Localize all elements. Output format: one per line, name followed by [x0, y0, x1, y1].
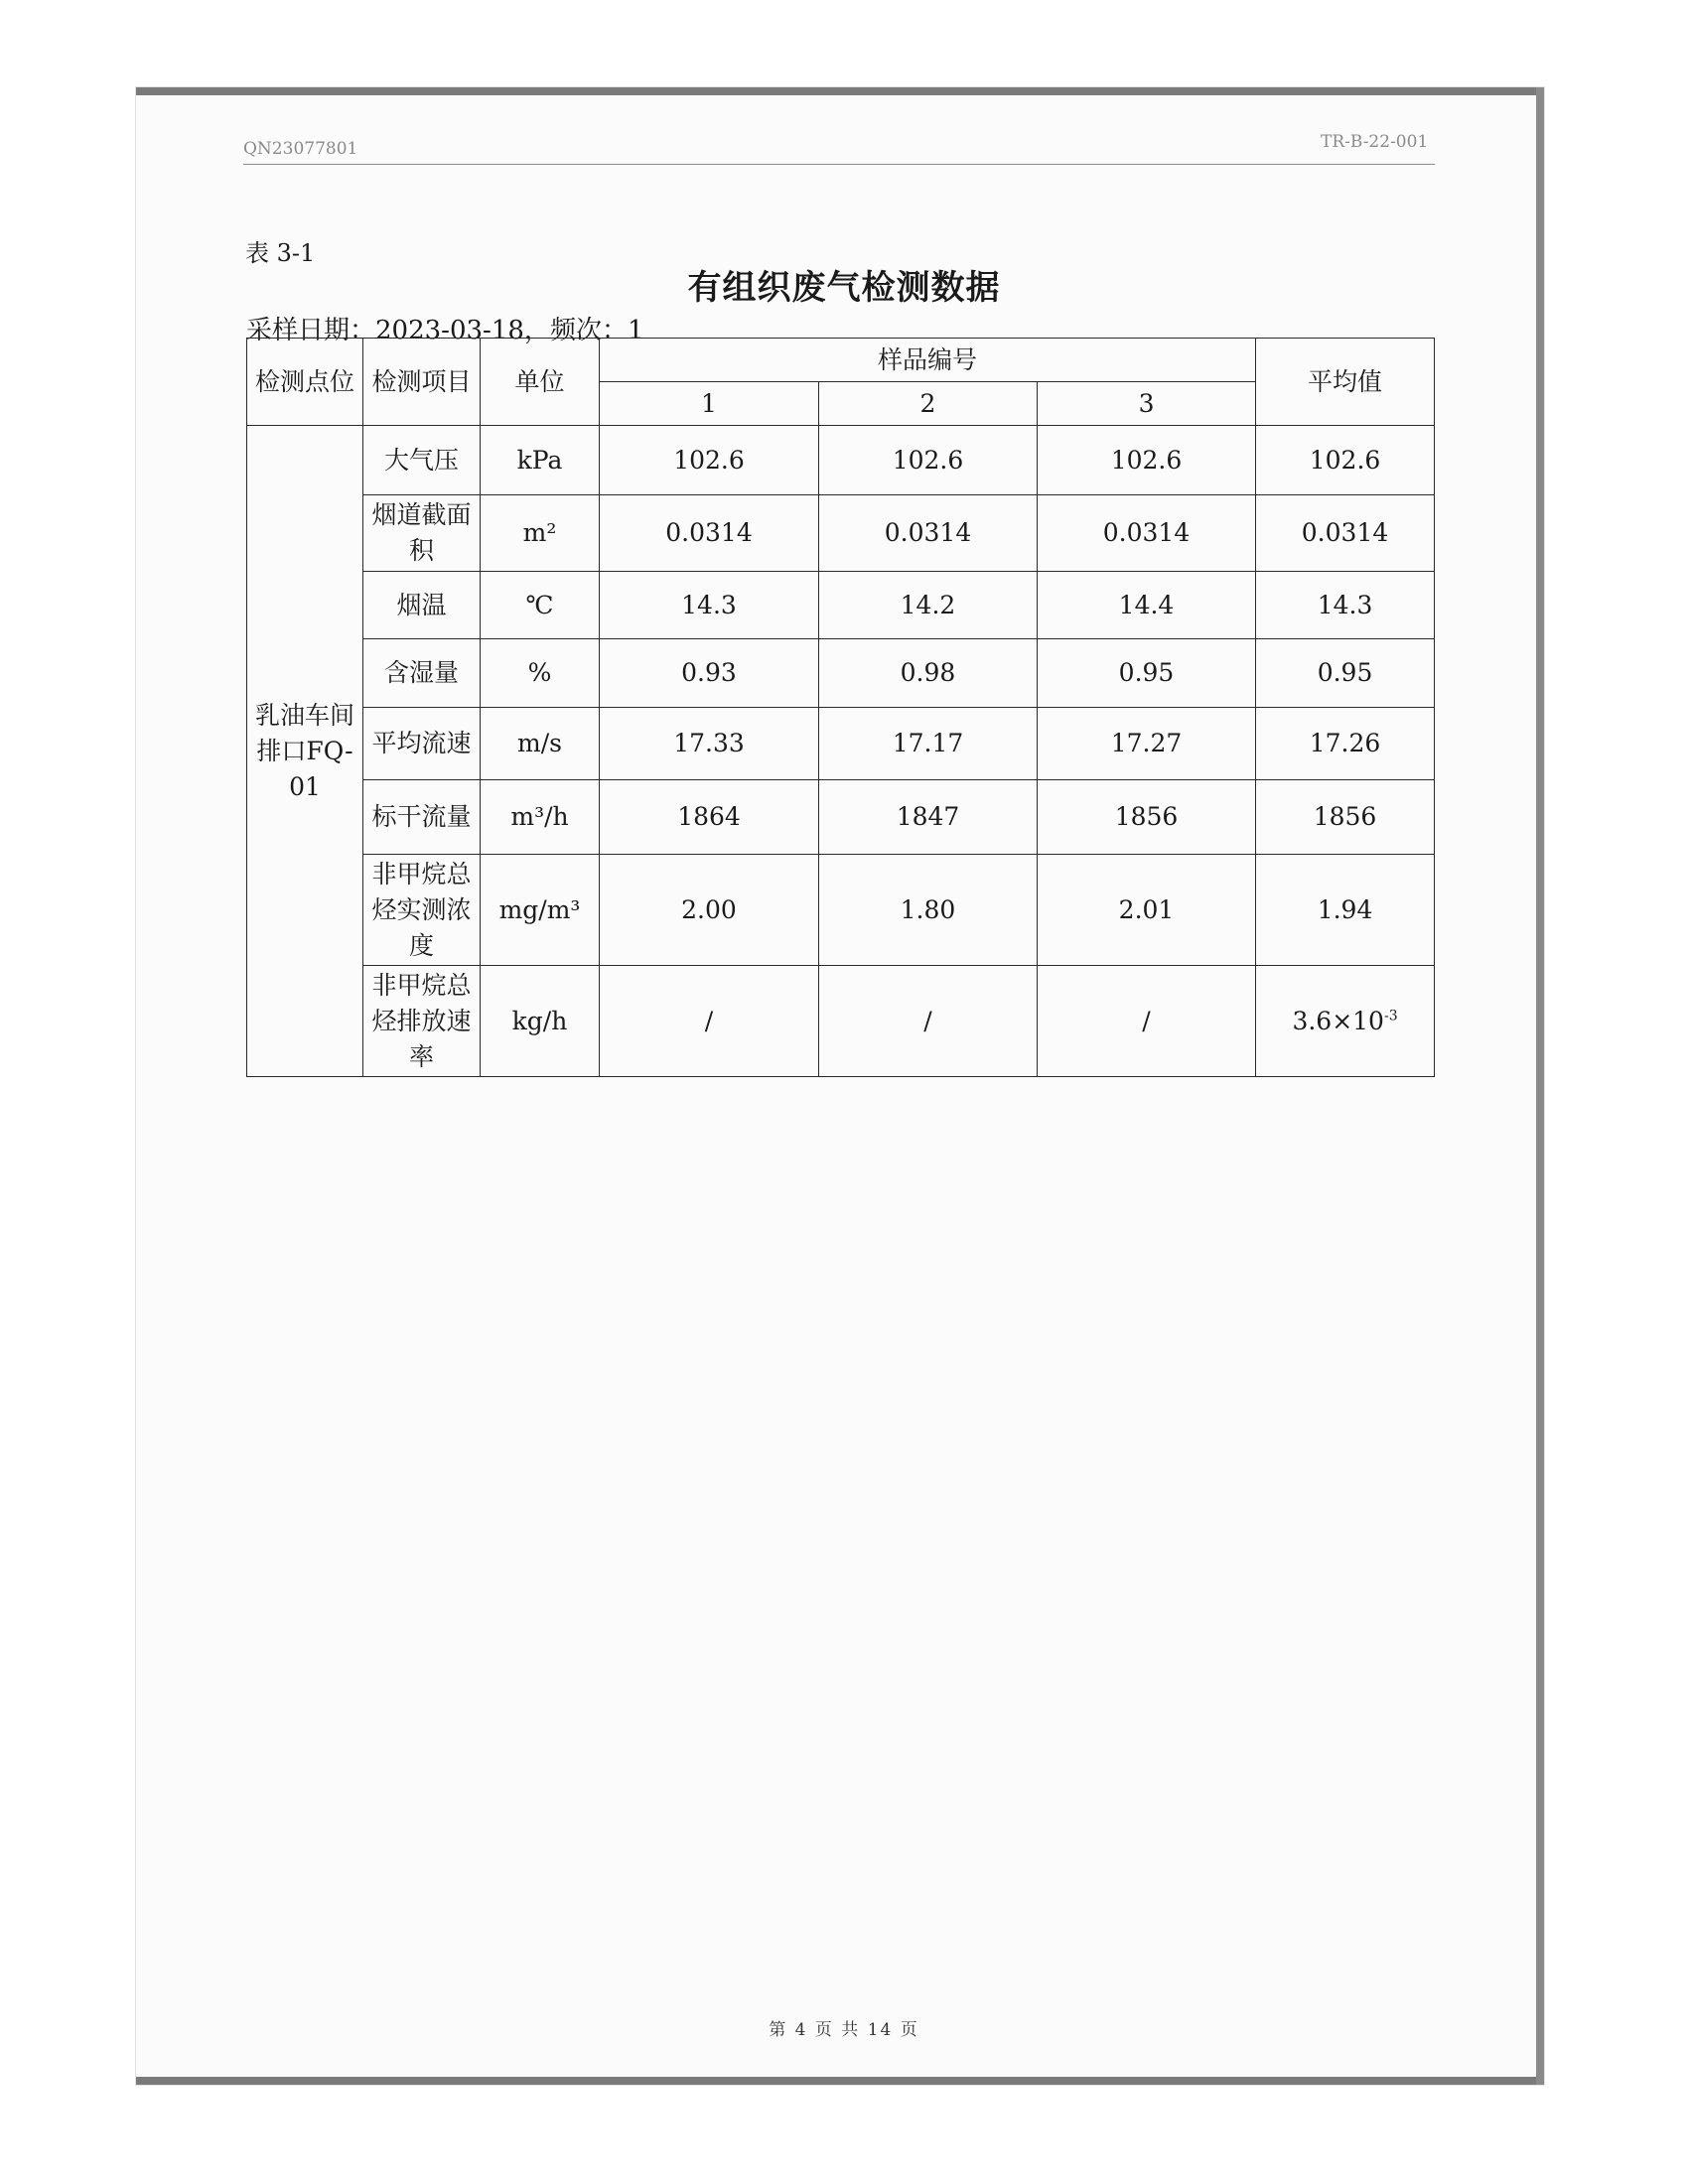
- average-base: 3.6×10: [1292, 1006, 1384, 1035]
- value-cell: /: [1038, 966, 1256, 1077]
- value-cell: 102.6: [600, 426, 819, 495]
- sampling-freq-label: 频次：: [549, 316, 628, 345]
- monitoring-point: 乳油车间排口FQ-01: [247, 426, 363, 1077]
- item-cell: 标干流量: [363, 780, 481, 855]
- value-cell: 0.0314: [819, 495, 1038, 572]
- unit-cell: m³/h: [481, 780, 600, 855]
- sampling-date-label: 采样日期：: [246, 316, 376, 345]
- header-sample-group: 样品编号: [600, 339, 1256, 382]
- average-exponent: -3: [1383, 1008, 1398, 1024]
- value-cell: /: [819, 966, 1038, 1077]
- value-cell: 2.01: [1038, 855, 1256, 966]
- average-cell: [1256, 966, 1435, 1077]
- value-cell: 0.0314: [1038, 495, 1256, 572]
- header-item: 检测项目: [363, 339, 481, 426]
- table-row: [247, 780, 1435, 855]
- item-cell: 平均流速: [363, 708, 481, 780]
- value-cell: 0.95: [1038, 639, 1256, 708]
- emission-data-table: [246, 338, 1435, 1077]
- item-cell: 烟道截面积: [363, 495, 481, 572]
- value-cell: 14.4: [1038, 572, 1256, 639]
- value-cell: 0.98: [819, 639, 1038, 708]
- table-row: [247, 855, 1435, 966]
- value-cell: 1.80: [819, 855, 1038, 966]
- sampling-date: 2023-03-18: [375, 316, 524, 345]
- scan-edge-bottom: [136, 2077, 1544, 2085]
- average-cell: 17.26: [1256, 708, 1435, 780]
- table-row: [247, 426, 1435, 495]
- header-sample-2: 2: [819, 382, 1038, 426]
- item-cell: 含湿量: [363, 639, 481, 708]
- item-cell: 烟温: [363, 572, 481, 639]
- sampling-separator: ，: [523, 316, 550, 345]
- item-cell: 非甲烷总烃实测浓度: [363, 855, 481, 966]
- unit-cell: kg/h: [481, 966, 600, 1077]
- page-footer: 第 4 页 共 14 页: [769, 2020, 919, 2040]
- unit-cell: m²: [481, 495, 600, 572]
- value-cell: 102.6: [819, 426, 1038, 495]
- table-row: [247, 639, 1435, 708]
- scan-edge-right: [1536, 87, 1544, 2085]
- value-cell: 17.17: [819, 708, 1038, 780]
- value-cell: 2.00: [600, 855, 819, 966]
- value-cell: 1856: [1038, 780, 1256, 855]
- table-row: [247, 572, 1435, 639]
- value-cell: /: [600, 966, 819, 1077]
- value-cell: 0.0314: [600, 495, 819, 572]
- item-cell: 大气压: [363, 426, 481, 495]
- table-row: [247, 708, 1435, 780]
- table-row: [247, 966, 1435, 1077]
- value-cell: 14.3: [600, 572, 819, 639]
- value-cell: 17.33: [600, 708, 819, 780]
- header-unit: 单位: [481, 339, 600, 426]
- value-cell: 1864: [600, 780, 819, 855]
- unit-cell: mg/m³: [481, 855, 600, 966]
- header-average: 平均值: [1256, 339, 1435, 426]
- average-cell: 0.95: [1256, 639, 1435, 708]
- header-rule: [243, 164, 1435, 165]
- value-cell: 0.93: [600, 639, 819, 708]
- value-cell: 102.6: [1038, 426, 1256, 495]
- average-cell: 102.6: [1256, 426, 1435, 495]
- average-cell: 1856: [1256, 780, 1435, 855]
- page-title: 有组织废气检测数据: [687, 268, 1001, 308]
- doc-number: QN23077801: [243, 139, 358, 159]
- header-sample-1: 1: [600, 382, 819, 426]
- form-code: TR-B-22-001: [1321, 132, 1429, 152]
- average-cell: 0.0314: [1256, 495, 1435, 572]
- scan-edge-top: [136, 87, 1544, 95]
- value-cell: 1847: [819, 780, 1038, 855]
- unit-cell: kPa: [481, 426, 600, 495]
- average-cell: 14.3: [1256, 572, 1435, 639]
- value-cell: 17.27: [1038, 708, 1256, 780]
- value-cell: 14.2: [819, 572, 1038, 639]
- unit-cell: %: [481, 639, 600, 708]
- average-cell: 1.94: [1256, 855, 1435, 966]
- unit-cell: ℃: [481, 572, 600, 639]
- header-point: 检测点位: [247, 339, 363, 426]
- table-label: 表 3-1: [245, 239, 316, 267]
- unit-cell: m/s: [481, 708, 600, 780]
- sampling-freq: 1: [627, 316, 644, 345]
- header-sample-3: 3: [1038, 382, 1256, 426]
- item-cell: 非甲烷总烃排放速率: [363, 966, 481, 1077]
- table-row: [247, 495, 1435, 572]
